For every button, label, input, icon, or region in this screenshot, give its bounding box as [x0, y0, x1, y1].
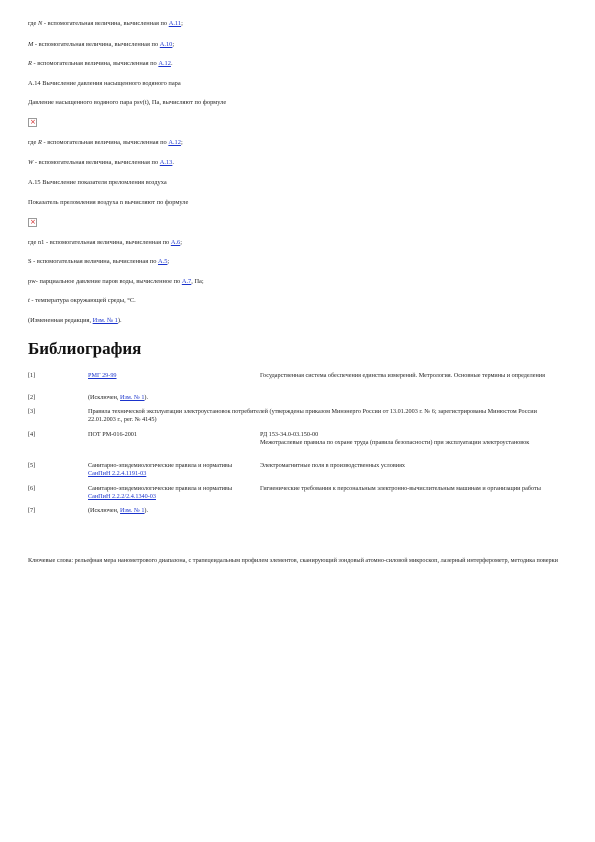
formula-link[interactable]: А.12 [158, 60, 171, 67]
ref-link[interactable]: СанПиН 2.2.2/2.4.1340-03 [88, 492, 156, 500]
symbol: N [38, 20, 43, 27]
text-line [28, 239, 182, 247]
ref-number: [7] [28, 507, 36, 514]
line-text: где [28, 20, 38, 27]
line-text: S - вспомогательная величина, вычисленная по [28, 258, 158, 265]
ref-title: Гигиенические требования к персональным электронно-вычислительным машинам и организации работы [260, 485, 541, 492]
symbol: R [28, 60, 32, 67]
formula-link[interactable]: А.11 [168, 20, 182, 27]
line-tail: ; [181, 20, 183, 27]
ref-source [88, 485, 253, 500]
text-line [28, 20, 183, 28]
line-tail: ). [117, 317, 122, 324]
text-line [28, 258, 169, 266]
ref-link[interactable]: СанПиН 2.2.4.1191-03 [88, 469, 147, 477]
line-tail: . [172, 159, 174, 166]
line-text: где [28, 139, 38, 146]
line-text: Давление насыщенного водяного пара psv(t), Па, вычисляют по формуле [28, 99, 227, 106]
ref-number: [5] [28, 462, 36, 469]
formula-link[interactable]: А.10 [159, 41, 173, 48]
formula-link[interactable]: А.6 [170, 239, 181, 246]
ref-title: Электромагнитные поля в производственных условиях [260, 462, 406, 469]
formula-link[interactable]: А.7 [181, 278, 192, 285]
keywords-text: Ключевые слова: рельефная мера нанометрового диапазона, с трапецеидальным профилем элементов, сканирующий зондовый атомно-силовой микроскоп, лазерный интерферометр, методика поверки [28, 557, 558, 564]
text-line [28, 60, 173, 68]
ref-number: [4] [28, 431, 36, 438]
ref-text: (Исключен, [88, 507, 121, 514]
text-line [28, 199, 188, 207]
line-text: Показатель преломления воздуха n вычисляют по формуле [28, 199, 189, 206]
line-tail: , Па; [191, 278, 204, 285]
ref-source [88, 394, 253, 402]
line-text: где n1 - вспомогательная величина, вычисленная по [28, 239, 171, 246]
line-text: - вспомогательная величина, вычисленная по [42, 20, 169, 27]
ref-text: ). [144, 507, 149, 514]
line-tail: ; [180, 139, 183, 146]
text-line [28, 139, 183, 147]
ref-source: ПОТ РМ-016-2001 [88, 431, 137, 438]
line-text: - температура окружающей среды, °С. [29, 297, 136, 304]
ref-text: ). [144, 394, 149, 401]
amendment-link[interactable]: Изм. № 1 [120, 394, 145, 401]
line-text: (Измененная редакция, [28, 317, 93, 324]
ref-source [88, 507, 253, 515]
line-text: pw- парциальное давление паров воды, вычисленное по [28, 278, 182, 285]
text-line [28, 41, 174, 49]
amendment-note [28, 317, 122, 325]
ref-number: [6] [28, 485, 36, 492]
symbol: R [38, 139, 42, 146]
ref-title: Правила технической эксплуатации электроустановок потребителей (утверждены приказом Минэнерго России от 13.01.2003 г. № 6; зарегистрированы Минюстом России 22.01.2003 г., рег. № 4145) [88, 408, 537, 423]
formula-link[interactable]: А.5 [158, 258, 168, 265]
ref-number: [2] [28, 394, 36, 401]
ref-title: Государственная система обеспечения единства измерений. Метрология. Основные термины и определения [260, 372, 545, 379]
ref-source [88, 462, 253, 477]
line-text: - вспомогательная величина, вычисленная по [33, 159, 160, 166]
line-tail: . [170, 60, 173, 67]
ref-number: [3] [28, 408, 36, 415]
line-text: - вспомогательная величина, вычисленная по [33, 41, 160, 48]
line-text: - вспомогательная величина, вычисленная по [31, 60, 159, 67]
broken-image-icon: × [30, 218, 36, 226]
bibliography-heading: Библиография [28, 339, 142, 358]
ref-link[interactable]: РМГ 29-99 [88, 372, 117, 379]
line-tail: ; [167, 258, 170, 265]
symbol: M [28, 41, 34, 48]
ref-number: [1] [28, 372, 36, 379]
section-heading [28, 80, 181, 88]
ref-title: РД 153-34.0-03.150-00 Межотраслевые правила по охране труда (правила безопасности) при эксплуатации электроустановок [260, 431, 530, 446]
ref-text: (Исключен, [88, 394, 121, 401]
broken-image-icon: × [30, 118, 36, 126]
ref-text: Санитарно-эпидемиологические правила и нормативы [88, 462, 232, 469]
amendment-link[interactable]: Изм. № 1 [92, 317, 118, 324]
formula-link[interactable]: А.13 [159, 159, 173, 166]
text-line [28, 99, 226, 107]
text-line [28, 278, 204, 286]
symbol: t [28, 297, 30, 304]
line-text: А.14 Вычисление давления насыщенного водяного пара [28, 80, 181, 87]
line-text: А.15 Вычисление показателя преломления воздуха [28, 179, 167, 186]
ref-text: Санитарно-эпидемиологические правила и нормативы [88, 485, 232, 492]
line-tail: ; [172, 41, 175, 48]
formula-link[interactable]: А.12 [168, 139, 181, 146]
text-line [28, 159, 174, 167]
symbol: W [28, 159, 34, 166]
text-line [28, 297, 136, 305]
amendment-link[interactable]: Изм. № 1 [120, 507, 145, 514]
ref-source [88, 372, 253, 380]
line-tail: ; [180, 239, 183, 246]
line-text: - вспомогательная величина, вычисленная по [41, 139, 169, 146]
section-heading [28, 179, 167, 187]
